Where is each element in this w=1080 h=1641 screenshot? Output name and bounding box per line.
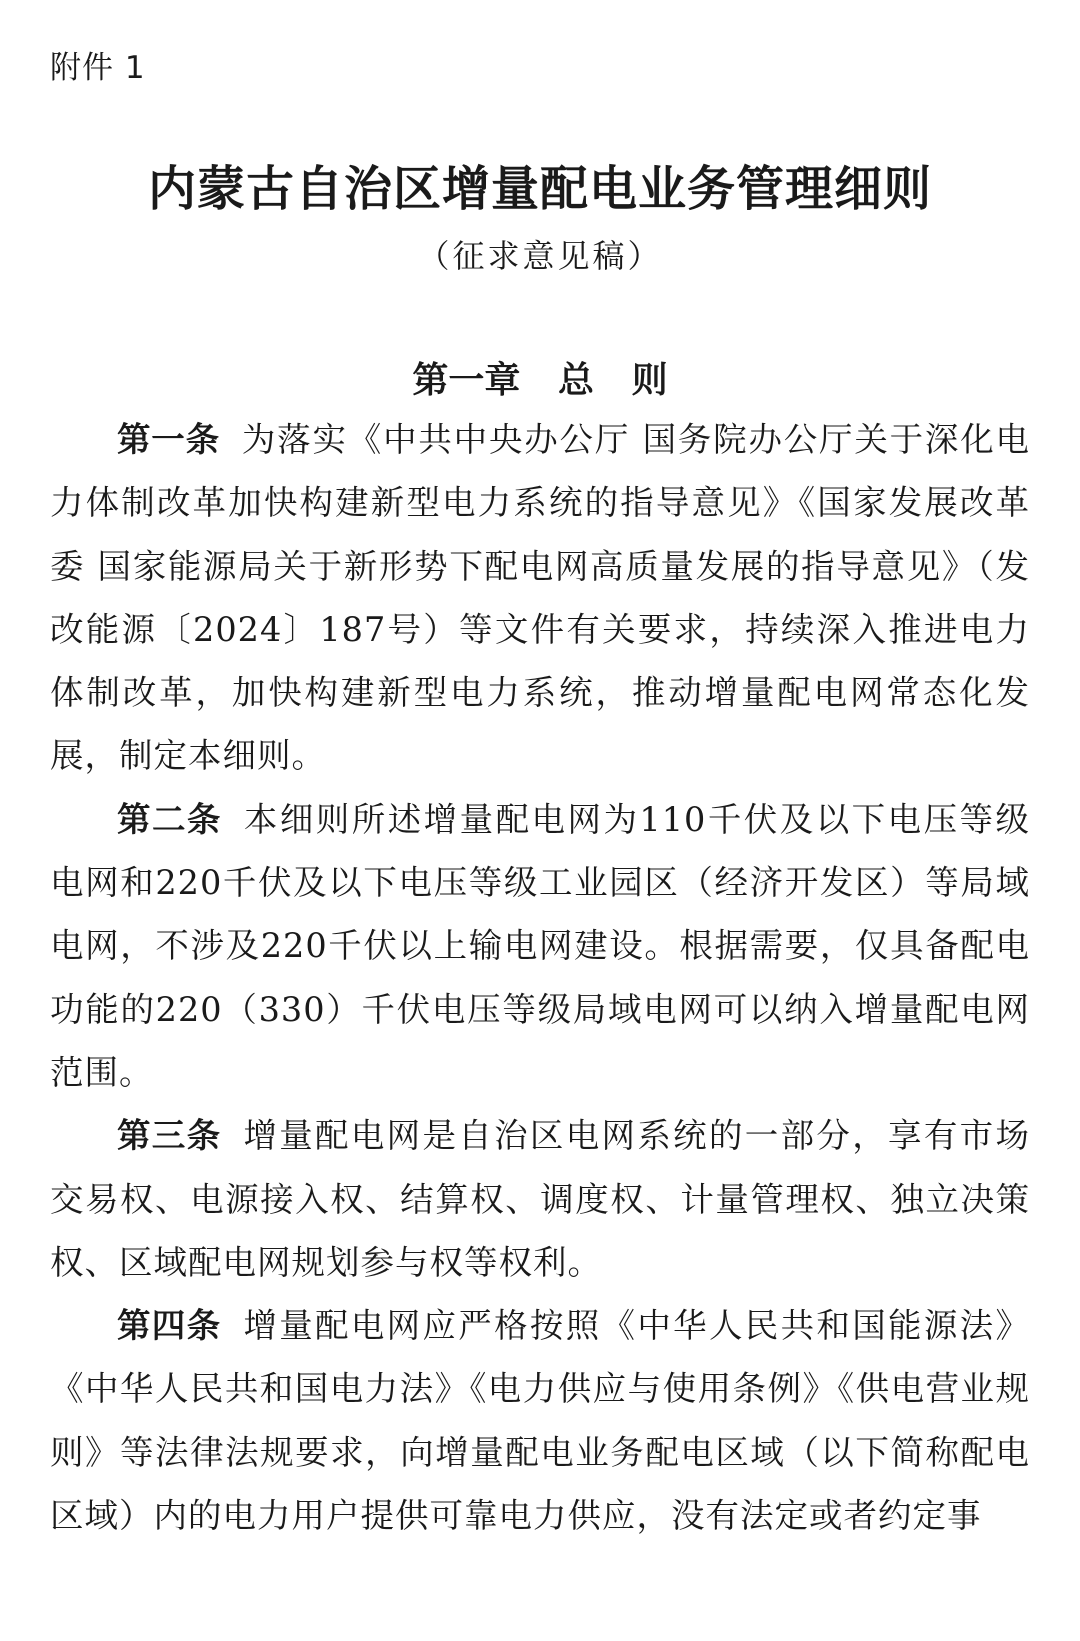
- article-1: [50, 408, 1030, 788]
- article-text: 本细则所述增量配电网为110千伏及以下电压等级电网和220千伏及以下电压等级工业园区（经济开发区）等局域电网，不涉及220千伏以上输电网建设。根据需要，仅具备配电功能的220（330）千伏电压等级局域电网可以纳入增量配电网范围。: [50, 799, 1031, 1092]
- document-body: [50, 408, 1030, 1547]
- article-2: [50, 788, 1030, 1104]
- article-label: 第四条: [117, 1306, 222, 1346]
- chapter-heading: 第一章 总 则: [412, 360, 668, 401]
- article-label: 第二条: [117, 799, 222, 839]
- document-subtitle: （征求意见稿）: [417, 237, 663, 275]
- article-4: [50, 1294, 1030, 1547]
- attachment-label: 附件 1: [50, 50, 146, 86]
- article-text: 增量配电网应严格按照《中华人民共和国能源法》《中华人民共和国电力法》《电力供应与使用条例》《供电营业规则》等法律法规要求，向增量配电业务配电区域（以下简称配电区域）内的电力用户提供可靠电力供应，没有法定或者约定事: [50, 1306, 1030, 1536]
- article-label: 第一条: [117, 420, 220, 459]
- article-3: [50, 1104, 1030, 1294]
- article-text: 增量配电网是自治区电网系统的一部分，享有市场交易权、电源接入权、结算权、调度权、计量管理权、独立决策权、区域配电网规划参与权等权利。: [50, 1116, 1030, 1282]
- document-title: 内蒙古自治区增量配电业务管理细则: [147, 161, 932, 217]
- article-label: 第三条: [117, 1116, 222, 1156]
- article-text: 为落实《中共中央办公厅 国务院办公厅关于深化电力体制改革加快构建新型电力系统的指导意见》《国家发展改革委 国家能源局关于新形势下配电网高质量发展的指导意见》（发改能源〔2024〕187号）等文件有关要求，持续深入推进电力体制改革，加快构建新型电力系统，推动增量配电网常态化发展，制定本细则。: [50, 420, 1031, 776]
